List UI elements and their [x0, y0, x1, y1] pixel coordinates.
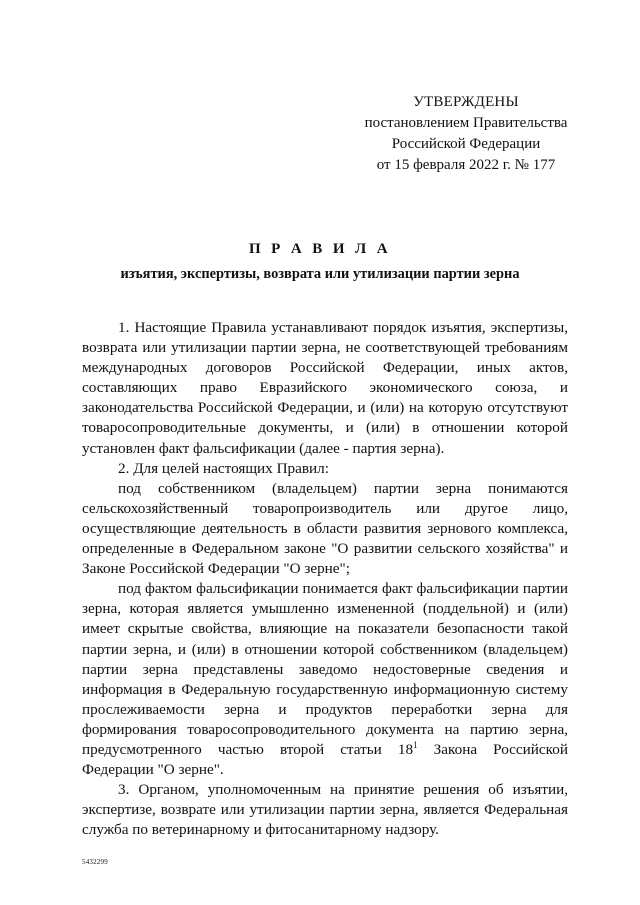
paragraph-4-superscript: 1 — [413, 739, 418, 750]
paragraph-4 — [82, 579, 568, 780]
approval-heading: УТВЕРЖДЕНЫ — [413, 94, 519, 110]
approval-stamp — [360, 92, 572, 176]
approval-line-2: Российской Федерации — [391, 136, 541, 152]
approval-date: от 15 февраля 2022 г. № 177 — [376, 157, 556, 173]
document-body — [82, 318, 568, 840]
approval-line-1: постановлением Правительства — [364, 115, 568, 131]
paragraph-2: 2. Для целей настоящих Правил: — [118, 459, 329, 477]
paragraph-1: 1. Настоящие Правила устанавливают порядок изъятия, экспертизы, возврата или утилизации партии зерна, не соответствующей требованиям международных договоров Российской Федерации, иных актов, составляющих право Евразийского экономического союза, и законодательства Российской Федерации, и (или) на которую отсутствуют товаросопроводительные документы, и (или) в отношении которой установлен факт фальсификации (далее - партия зерна). — [82, 319, 568, 457]
document-title: П Р А В И Л А — [248, 241, 392, 257]
document-subtitle: изъятия, экспертизы, возврата или утилизации партии зерна — [120, 266, 520, 282]
paragraph-4-text-main: под фактом фальсификации понимается факт фальсификации партии зерна, которая является умышленно измененной (поддельной) и (или) имеет скрытые свойства, влияющие на показатели безопасности такой партии зерна, и (или) в отношении которой собственником (владельцем) партии зерна представлены заведомо недостоверные сведения и информация в Федеральную государственную информационную систему прослеживаемости зерна и продуктов переработки зерна для формирования товаросопроводительного документа на партию зерна, предусмотренного частью второй статьи 18 — [82, 580, 568, 758]
paragraph-3: под собственником (владельцем) партии зерна понимаются сельскохозяйственный товаропроизводитель или другое лицо, осуществляющие деятельность в области развития зернового комплекса, определенные в Федеральном законе "О развитии сельского хозяйства" и Законе Российской Федерации "О зерне"; — [82, 479, 568, 578]
paragraph-5: 3. Органом, уполномоченным на принятие решения об изъятии, экспертизе, возврате или утилизации партии зерна, является Федеральная служба по ветеринарному и фитосанитарному надзору. — [82, 781, 568, 839]
document-code: 5432299 — [82, 858, 108, 866]
paragraph-4-text-tail: Закона Российской Федерации "О зерне". — [82, 740, 568, 779]
